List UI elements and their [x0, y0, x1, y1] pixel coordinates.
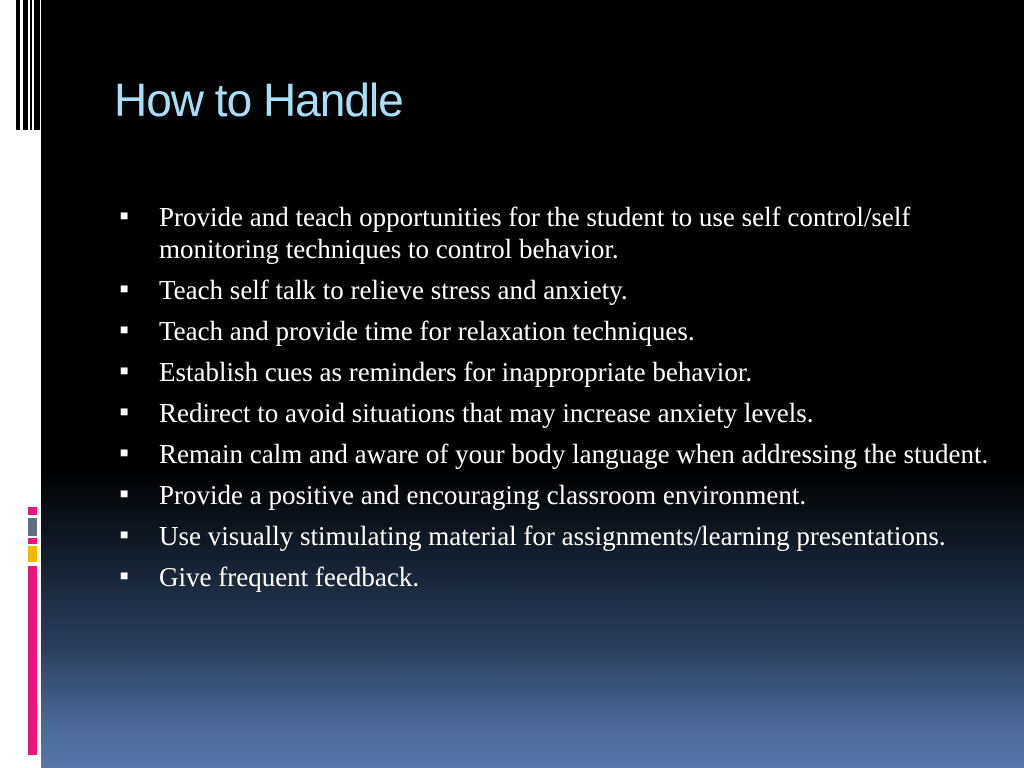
slide-title: How to Handle — [114, 74, 403, 126]
accent-pink-top — [28, 507, 37, 515]
bullet-item — [120, 397, 1000, 429]
bullet-text: Provide and teach opportunities for the student to use self control/self monitoring techniques to control behavior. — [159, 202, 911, 264]
square-bullet-icon: ■ — [120, 209, 129, 224]
bullet-text: Use visually stimulating material for assignments/learning presentations. — [159, 521, 946, 551]
square-bullet-icon: ■ — [120, 405, 129, 420]
bullet-item — [120, 561, 1000, 593]
bullet-item — [120, 479, 1000, 511]
square-bullet-icon: ■ — [120, 528, 129, 543]
bullet-item — [120, 356, 1000, 388]
accent-yellow — [28, 546, 37, 562]
bullet-text: Teach and provide time for relaxation techniques. — [159, 316, 695, 346]
bullet-item — [120, 520, 1000, 552]
bullet-item — [120, 201, 1000, 265]
bullet-text: Remain calm and aware of your body language when addressing the student. — [159, 439, 989, 469]
square-bullet-icon: ■ — [120, 569, 129, 584]
square-bullet-icon: ■ — [120, 282, 129, 297]
accent-gray — [28, 518, 37, 536]
bullet-text: Teach self talk to relieve stress and anxiety. — [159, 275, 628, 305]
bullet-item — [120, 274, 1000, 306]
vertical-bars-decor — [16, 0, 40, 130]
bullet-text: Establish cues as reminders for inappropriate behavior. — [159, 357, 753, 387]
square-bullet-icon: ■ — [120, 364, 129, 379]
square-bullet-icon: ■ — [120, 487, 129, 502]
square-bullet-icon: ■ — [120, 446, 129, 461]
bullet-list — [120, 201, 1000, 602]
accent-pink-mid — [28, 538, 37, 544]
bullet-item — [120, 315, 1000, 347]
bullet-item — [120, 438, 1000, 470]
square-bullet-icon: ■ — [120, 323, 129, 338]
bullet-text: Give frequent feedback. — [159, 562, 420, 592]
bullet-text: Redirect to avoid situations that may increase anxiety levels. — [159, 398, 814, 428]
bullet-text: Provide a positive and encouraging classroom environment. — [159, 480, 807, 510]
left-decor-strip — [0, 0, 41, 768]
accent-pink-long — [28, 566, 37, 755]
